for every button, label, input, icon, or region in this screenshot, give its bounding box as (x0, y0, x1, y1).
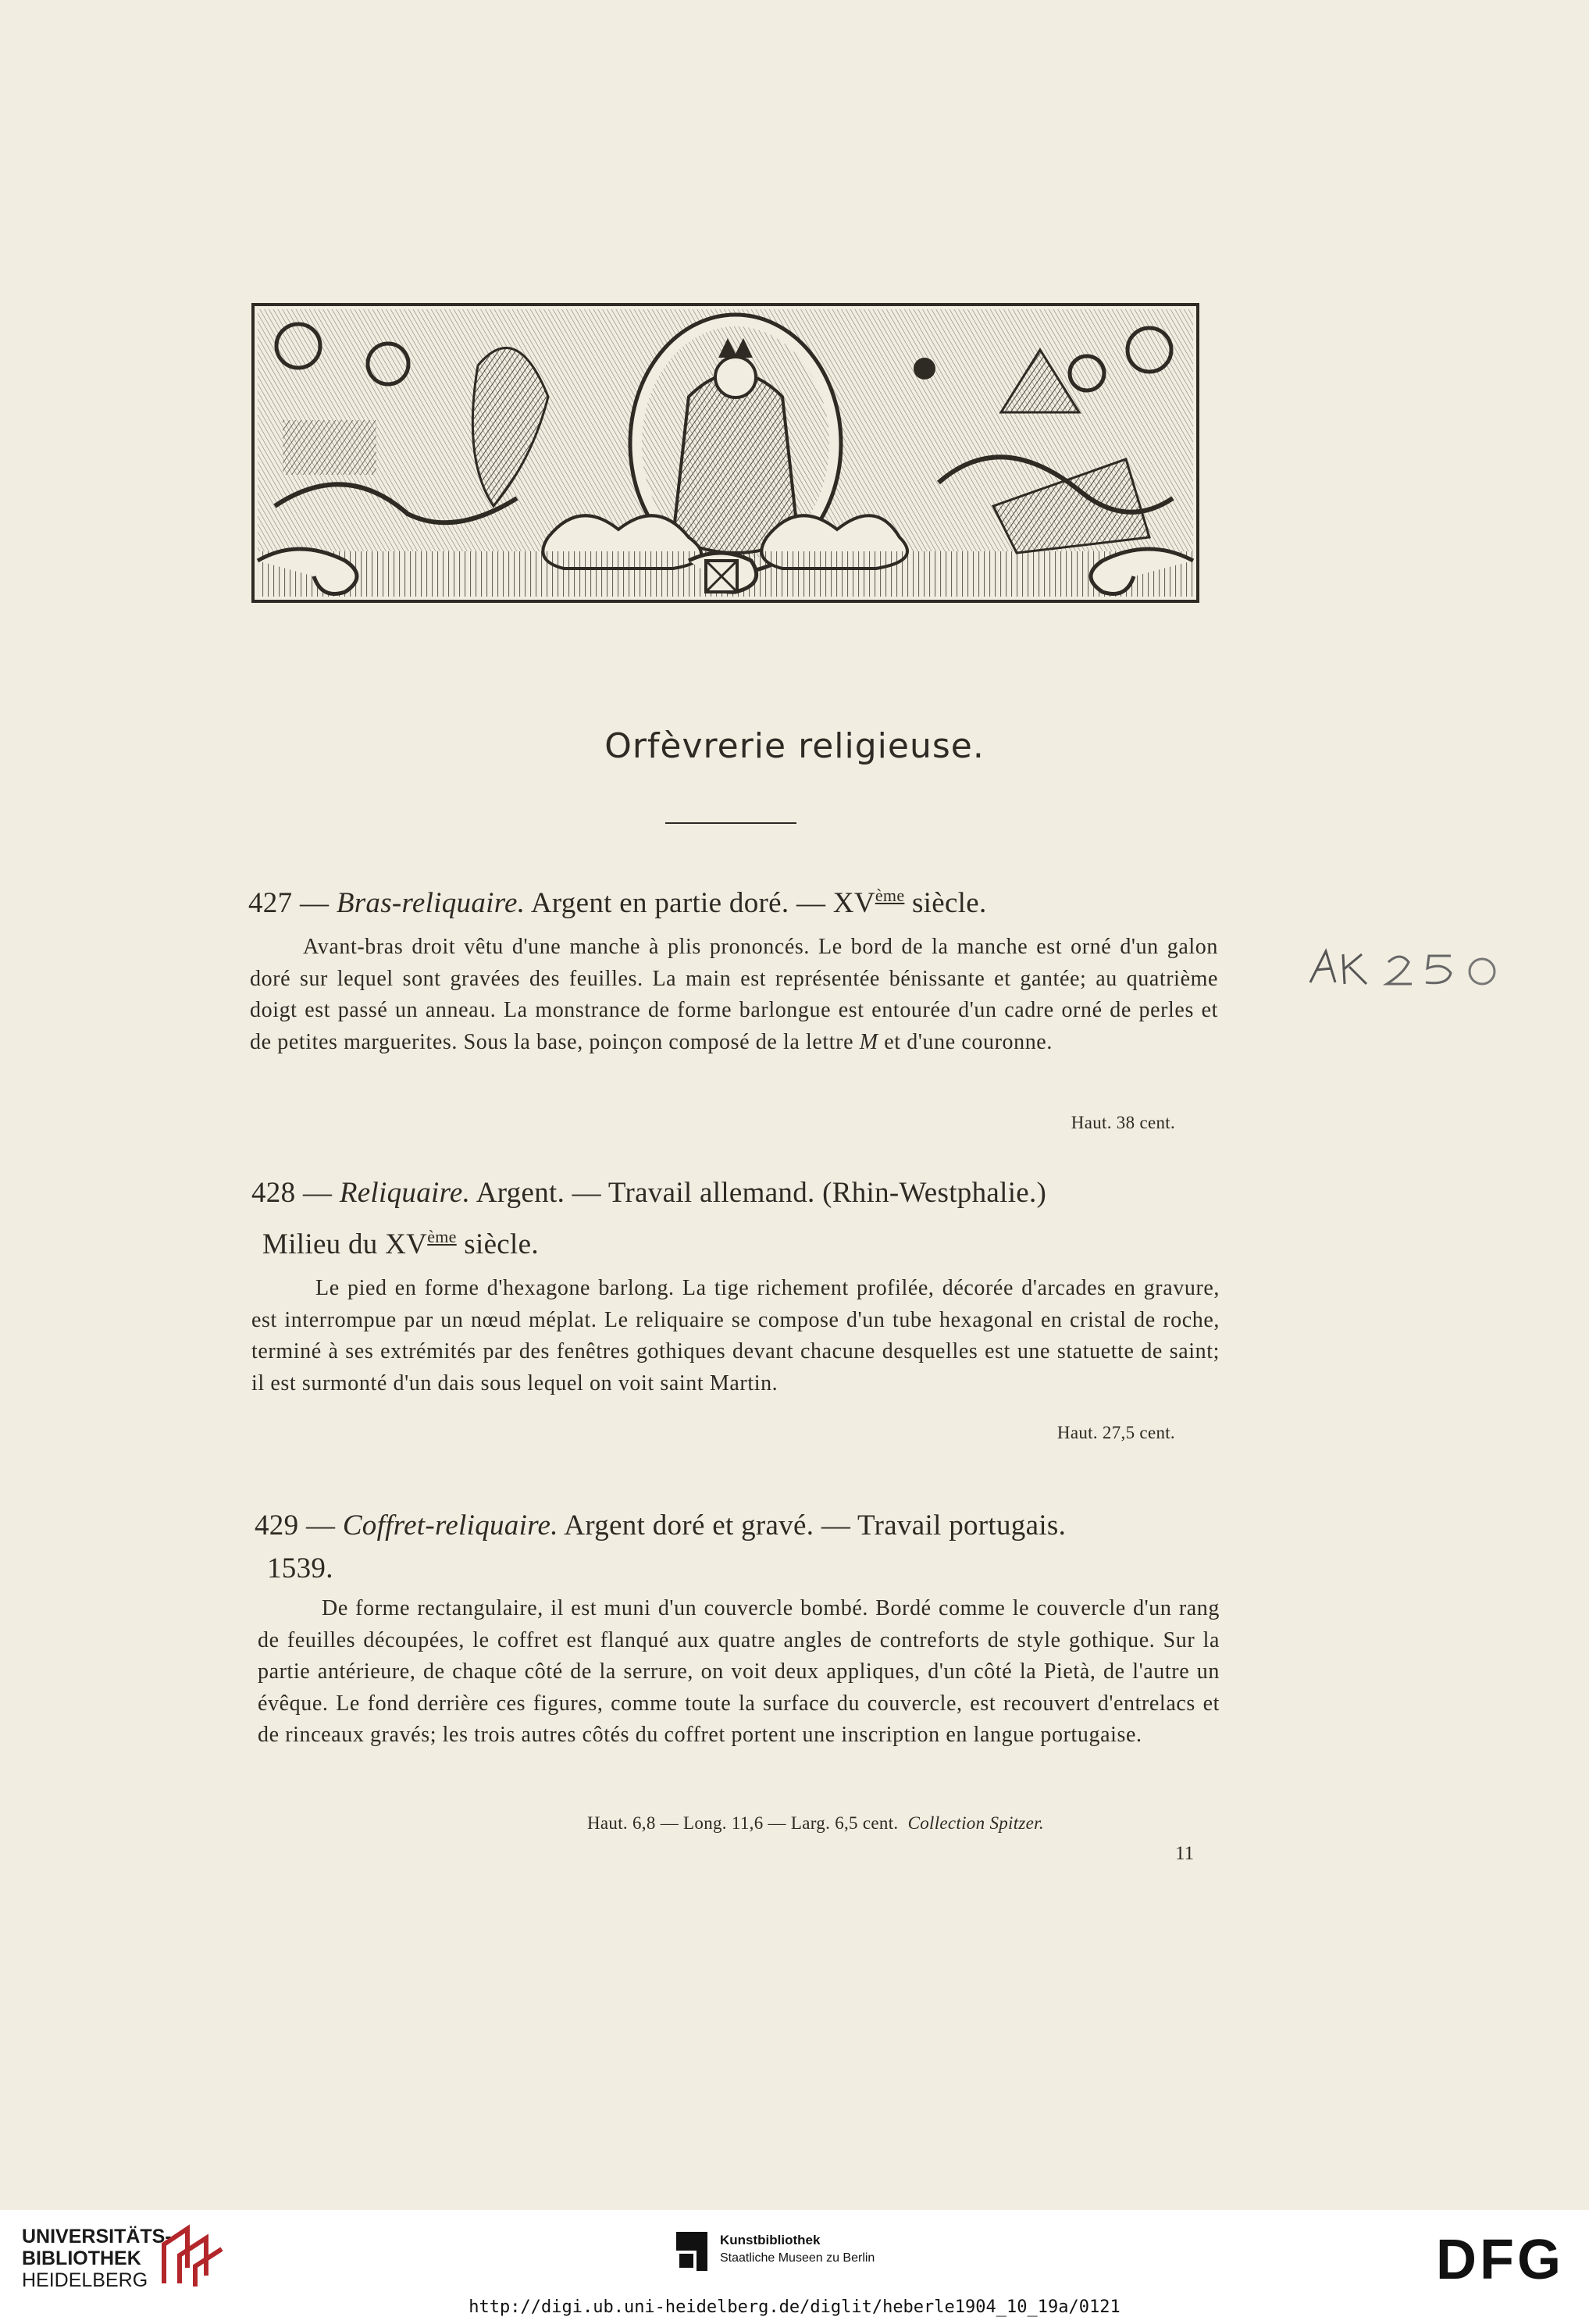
entry-number: 428 (251, 1177, 296, 1209)
kunstbibliothek-label: Kunstbibliothek Staatliche Museen zu Berlin (720, 2233, 875, 2265)
entry-427-dimensions: Haut. 38 cent. (1071, 1113, 1175, 1132)
entry-429-description: De forme rectangulaire, il est muni d'un couvercle bombé. Bordé comme le couvercle d'un rang de feuilles découpées, le coffret est flanqué aux quatre angles de contreforts de style gothique. Sur la partie antérieure, de chaque côté de la serrure, on voit deux appliques, d'un côté la Pietà, de l'autre un évêque. Le fond derrière ces figures, comme toute la surface du couvercle, est recouvert d'entrelacs et de rinceaux gravés; les trois autres côtés du coffret portent une inscription en langue portugaise. (258, 1596, 1220, 1747)
collection-note: Collection Spitzer. (907, 1813, 1044, 1833)
entry-name: Bras-reliquaire. (336, 887, 526, 919)
title-rule (665, 822, 796, 824)
footer-bar (0, 2210, 1589, 2324)
woodcut-illustration (251, 303, 1199, 603)
entry-number: 429 (255, 1510, 299, 1542)
entry-427-heading: 427 — Bras-reliquaire. Argent en partie doré. — XVème siècle. (248, 886, 987, 919)
entry-428-heading: 428 — Reliquaire. Argent. — Travail allemand. (Rhin-Westphalie.) (251, 1177, 1047, 1209)
page-number: 11 (1175, 1843, 1195, 1864)
entry-428-description: Le pied en forme d'hexagone barlong. La tige richement profilée, décorée d'arcades en gravure, est interrompue par un nœud méplat. Le reliquaire se compose d'un tube hexagonal en cristal de roche, terminé à ses extrémités par des fenêtres gothiques devant chacune desquelles est une statuette de saint; il est surmonté d'un dais sous lequel on voit saint Martin. (251, 1276, 1220, 1395)
ub-heidelberg-logo-icon (156, 2221, 226, 2288)
entry-name: Reliquaire. (339, 1177, 471, 1209)
entry-429-dimensions: Haut. 6,8 — Long. 11,6 — Larg. 6,5 cent. Collection Spitzer. (587, 1813, 1044, 1833)
entry-number: 427 (248, 887, 293, 919)
entry-name: Coffret-reliquaire. (342, 1510, 558, 1542)
ub-heidelberg-label: UNIVERSITÄTS- BIBLIOTHEK HEIDELBERG (22, 2226, 172, 2291)
entry-429-heading-line2: 1539. (267, 1552, 333, 1584)
source-url[interactable]: http://digi.ub.uni-heidelberg.de/diglit/heberle1904_10_19a/0121 (469, 2297, 1120, 2317)
kunstbibliothek-logo-icon (676, 2232, 707, 2271)
dfg-logo: DFG (1436, 2229, 1564, 2291)
page-title: Orfèvrerie religieuse. (604, 726, 985, 766)
entry-428-heading-line2: Milieu du XVème siècle. (262, 1227, 539, 1260)
entry-429-heading: 429 — Coffret-reliquaire. Argent doré et gravé. — Travail portugais. (255, 1510, 1067, 1542)
handwritten-margin-note (1295, 945, 1505, 992)
entry-428-dimensions: Haut. 27,5 cent. (1056, 1423, 1175, 1442)
entry-427-description: Avant-bras droit vêtu d'une manche à plis prononcés. Le bord de la manche est orné d'un galon doré sur lequel sont gravées des feuilles. La main est représentée bénissante et gantée; au quatrième doigt est passé un anneau. La monstrance de forme barlongue est entourée d'un cadre orné de perles et de petites marguerites. Sous la base, poinçon composé de la lettre M et d'une couronne. (250, 935, 1218, 1054)
